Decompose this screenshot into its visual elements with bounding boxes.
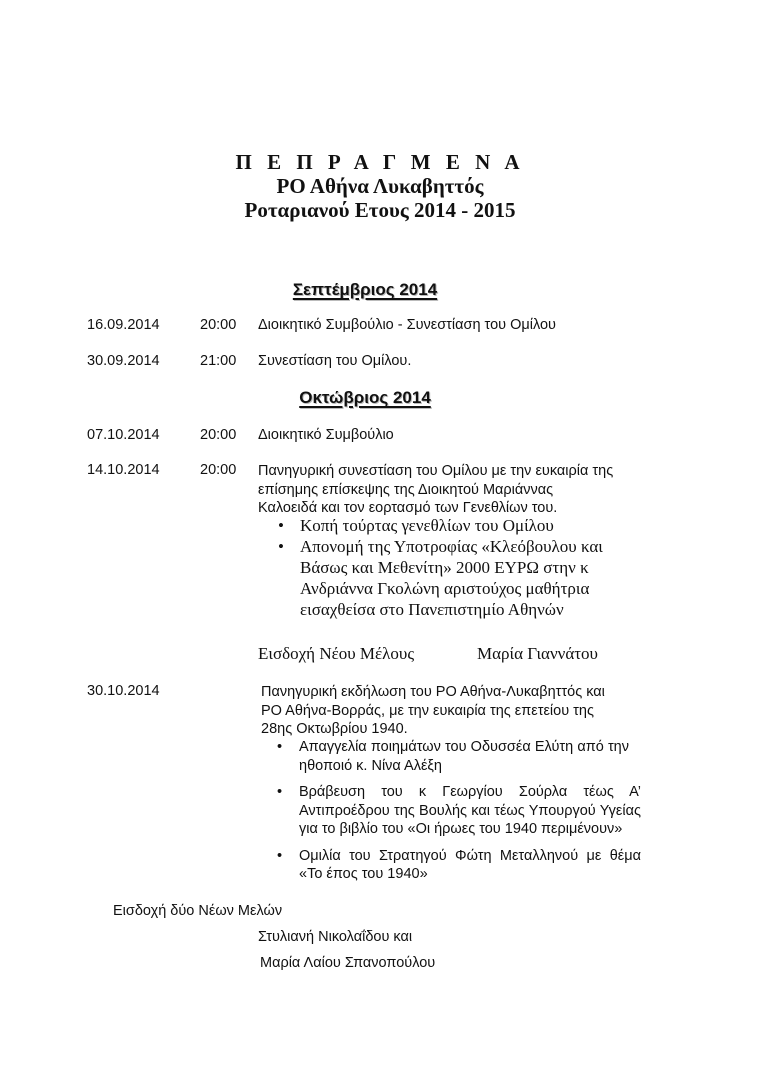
description-line: επίσημης επίσκεψης της Διοικητού Μαριάννας	[258, 481, 554, 498]
description-line: ΡΟ Αθήνα-Βορράς, με την ευκαιρία της επετείου της	[261, 702, 594, 719]
list-item	[275, 738, 629, 775]
list-item	[278, 536, 603, 620]
month-heading-october: Οκτώβριος 2014	[299, 388, 431, 407]
list-item-text: Κοπή τούρτας γενεθλίων του Ομίλου	[300, 516, 554, 535]
bullet-icon: •	[277, 739, 283, 755]
event-bullet-list	[278, 515, 603, 620]
entry-description: Διοικητικό Συμβούλιο	[258, 427, 394, 443]
new-member-name: Μαρία Γιαννάτου	[477, 644, 598, 663]
entry-date: 07.10.2014	[87, 427, 160, 443]
list-item-text: εισαχθείσα στο Πανεπιστημίο Αθηνών	[300, 600, 564, 619]
entry-date: 14.10.2014	[87, 462, 160, 478]
entry-description	[261, 683, 605, 739]
month-heading-september: Σεπτέμβριος 2014	[292, 280, 438, 299]
list-item-text: Ανδριάννα Γκολώνη αριστούχος μαθήτρια	[300, 579, 590, 598]
list-item-text: Απονομή της Υποτροφίας «Κλεόβουλου και	[300, 537, 603, 556]
list-item	[275, 847, 641, 884]
entry-description: Συνεστίαση του Ομίλου.	[258, 353, 412, 369]
description-line: Πανηγυρική εκδήλωση του ΡΟ Αθήνα-Λυκαβηττός και	[261, 684, 605, 700]
new-members-label: Εισδοχή δύο Νέων Μελών	[113, 903, 283, 919]
entry-date: 30.10.2014	[87, 683, 160, 699]
event-bullet-list	[275, 738, 641, 892]
entry-description	[258, 462, 613, 518]
list-item-text: Βράβευση του κ Γεωργίου Σούρλα τέως Α’ Αντιπροέδρου της Βουλής και τέως Υπουργού Υγείας για το βιβλίο του «Οι ήρωες του 1940 περιμένουν»	[299, 784, 641, 837]
new-member-name: Μαρία Λαίου Σπανοπούλου	[260, 955, 436, 971]
entry-date: 30.09.2014	[87, 353, 160, 369]
rotary-year: Ροταριανού Ετους 2014 - 2015	[244, 198, 516, 222]
description-line: Καλοειδά και τον εορτασμό των Γενεθλίων του.	[258, 500, 558, 516]
entry-time: 20:00	[200, 462, 237, 478]
entry-time: 20:00	[200, 317, 237, 333]
bullet-icon: •	[277, 847, 283, 864]
description-line: 28ης Οκτωβρίου 1940.	[261, 721, 408, 737]
new-member-name: Στυλιανή Νικολαΐδου και	[258, 929, 413, 945]
list-item	[275, 783, 641, 839]
document-title: Π Ε Π Ρ Α Γ Μ Ε Ν Α	[235, 150, 525, 174]
entry-date: 16.09.2014	[87, 317, 160, 333]
list-item	[278, 515, 603, 536]
list-item-text: Βάσως και Μεθενίτη» 2000 ΕΥΡΩ στην κ	[300, 558, 589, 577]
bullet-icon: •	[278, 516, 284, 535]
list-item-text: Ομιλία του Στρατηγού Φώτη Μεταλληνού με θέμα «Το έπος του 1940»	[299, 847, 641, 882]
entry-time: 20:00	[200, 427, 237, 443]
new-member-label: Εισδοχή Νέου Μέλους	[258, 644, 415, 663]
bullet-icon: •	[277, 784, 283, 800]
list-item-text: Απαγγελία ποιημάτων του Οδυσσέα Ελύτη από την ηθοποιό κ. Νίνα Αλέξη	[299, 739, 629, 774]
document-header	[0, 150, 760, 222]
entry-description: Διοικητικό Συμβούλιο - Συνεστίαση του Ομίλου	[258, 317, 556, 333]
description-line: Πανηγυρική συνεστίαση του Ομίλου με την ευκαιρία της	[258, 463, 614, 479]
bullet-icon: •	[278, 537, 284, 556]
club-name: ΡΟ Αθήνα Λυκαβηττός	[276, 174, 484, 198]
entry-time: 21:00	[200, 353, 237, 369]
